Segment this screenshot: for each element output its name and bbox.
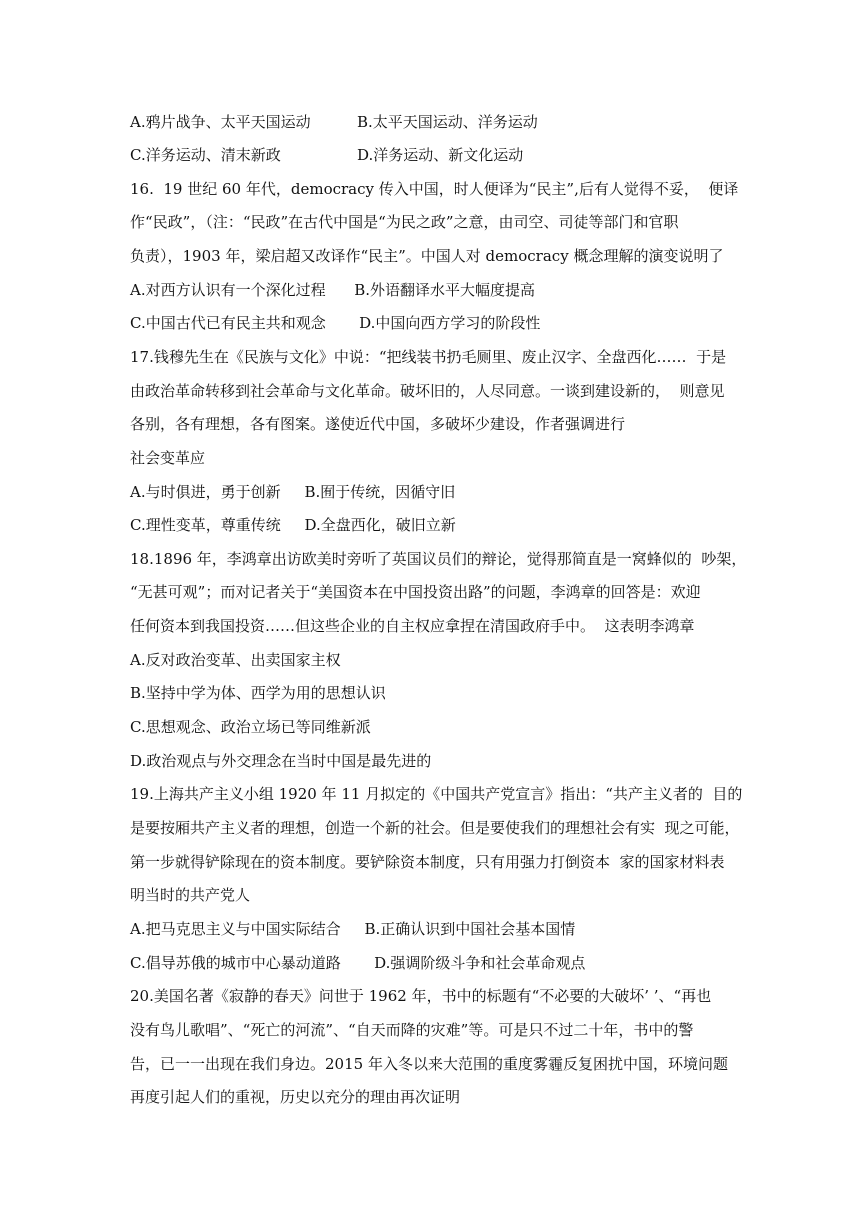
q15-option-a: A.鸦片战争、太平天国运动 xyxy=(130,113,311,131)
q20-stem-line-1: 20.美国名著《寂静的春天》问世于 1962 年，书中的标题有“不必要的大破坏’ ’、“再也 xyxy=(130,987,712,1005)
q19-options-ab: A.把马克思主义与中国实际结合 B.正确认识到中国社会基本国情 xyxy=(130,920,576,938)
q19-stem-line-3: 第一步就得铲除现在的资本制度。要铲除资本制度，只有用强力打倒资本 家的国家材料表 xyxy=(130,853,725,871)
q16-options-cd: C.中国古代已有民主共和观念 D.中国向西方学习的阶段性 xyxy=(130,314,541,332)
q18-option-b: B.坚持中学为体、西学为用的思想认识 xyxy=(130,684,386,702)
q19-options-cd: C.倡导苏俄的城市中心暴动道路 D.强调阶级斗争和社会革命观点 xyxy=(130,954,586,972)
q16-options-ab: A.对西方认识有一个深化过程 B.外语翻译水平大幅度提高 xyxy=(130,281,536,299)
q19-stem-line-4: 明当时的共产党人 xyxy=(130,886,251,904)
q17-options-cd: C.理性变革，尊重传统 D.全盘西化，破旧立新 xyxy=(130,516,456,534)
q19-stem-line-1: 19.上海共产主义小组 1920 年 11 月拟定的《中国共产党宣言》指出：“共产主义者的 目的 xyxy=(130,785,743,803)
q19-stem-line-2: 是要按厢共产主义者的理想，创造一个新的社会。但是要使我们的理想社会有实 现之可能， xyxy=(130,819,740,837)
q18-option-d: D.政治观点与外交理念在当时中国是最先进的 xyxy=(130,752,432,770)
q15-option-b: B.太平天国运动、洋务运动 xyxy=(357,113,538,131)
q18-option-c: C.思想观念、政治立场已等同维新派 xyxy=(130,718,371,736)
q20-stem-line-2: 没有鸟儿歌唱”、“死亡的河流”、“自天而降的灾难”等。可是只不过二十年，书中的警 xyxy=(130,1021,694,1039)
q15-option-d: D.洋务运动、新文化运动 xyxy=(357,146,524,164)
q17-stem-line-1: 17.钱穆先生在《民族与文化》中说：“把线装书扔毛厕里、废止汉字、全盘西化…… 于是 xyxy=(130,348,727,366)
q17-stem-line-4: 社会变革应 xyxy=(130,449,206,467)
q16-stem-line-1: 16. 19 世纪 60 年代，democracy 传入中国，时人便译为“民主”,后有人觉得不妥， 便译 xyxy=(130,180,739,198)
q18-stem-line-2: “无甚可观”；而对记者关于“美国资本在中国投资出路”的问题，李鸿章的回答是：欢迎 xyxy=(130,583,701,601)
q20-stem-line-4: 再度引起人们的重视，历史以充分的理由再次证明 xyxy=(130,1088,461,1106)
q17-options-ab: A.与时俱进，勇于创新 B.囿于传统，因循守旧 xyxy=(130,483,456,501)
q16-stem-line-3: 负责），1903 年，梁启超又改译作“民主”。中国人对 democracy 概念理解的演变说明了 xyxy=(130,247,724,265)
q17-stem-line-2: 由政治革命转移到社会革命与文化革命。破坏旧的，人尽同意。一谈到建设新的， 则意见 xyxy=(130,382,725,400)
q20-stem-line-3: 告，已一一出现在我们身边。2015 年入冬以来大范围的重度雾霾反复困扰中国，环境问题 xyxy=(130,1055,728,1073)
q18-option-a: A.反对政治变革、出卖国家主权 xyxy=(130,651,341,669)
q17-stem-line-3: 各别，各有理想，各有图案。遂使近代中国，多破坏少建设，作者强调进行 xyxy=(130,415,626,433)
q18-stem-line-1: 18.1896 年，李鸿章出访欧美时旁听了英国议员们的辩论，觉得那简直是一窝蜂似的 吵架， xyxy=(130,550,747,568)
q16-stem-line-2: 作“民政”，（注：“民政”在古代中国是“为民之政”之意，由司空、司徒等部门和官职 xyxy=(130,213,679,231)
q18-stem-line-3: 任何资本到我国投资……但这些企业的自主权应拿捏在清国政府手中。 这表明李鸿章 xyxy=(130,617,695,635)
q15-option-c: C.洋务运动、清末新政 xyxy=(130,146,281,164)
